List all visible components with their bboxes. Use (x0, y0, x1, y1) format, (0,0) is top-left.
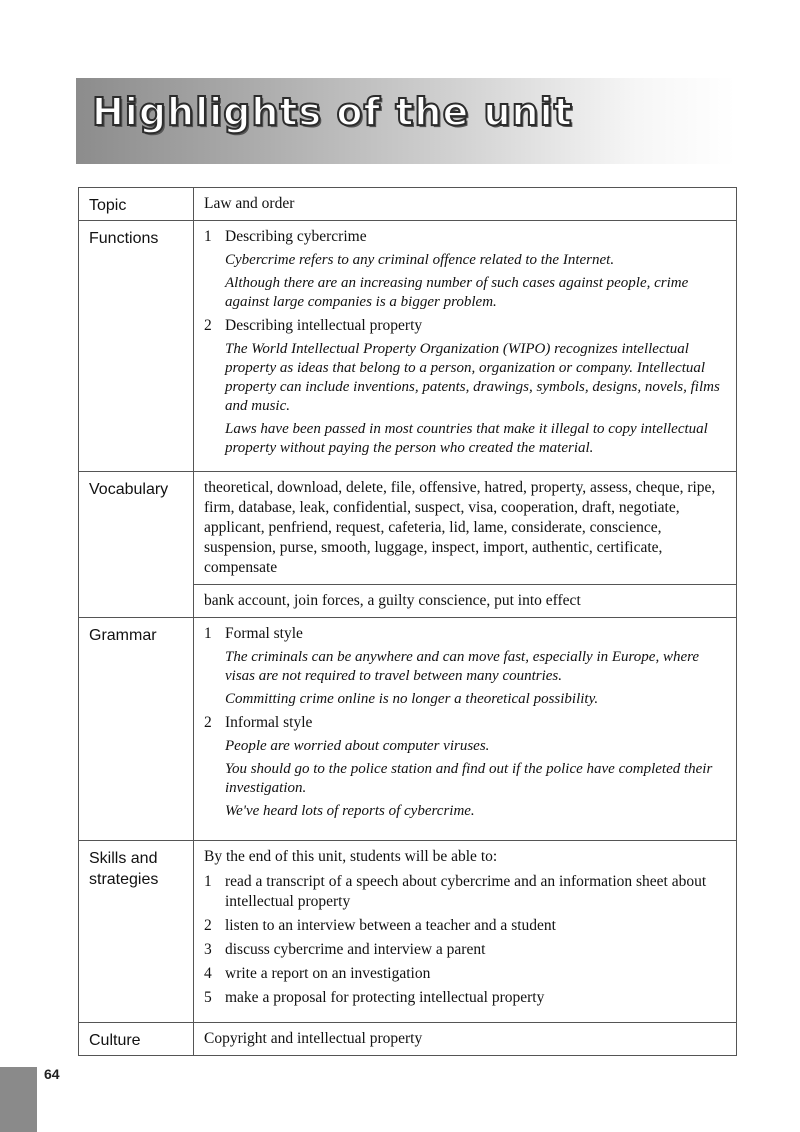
item-number: 1 (204, 873, 212, 890)
list-item (204, 872, 730, 912)
example-sentence: You should go to the police station and find out if the police have completed their investigation. (225, 761, 713, 796)
list-item (204, 624, 730, 644)
grammar-content (194, 618, 737, 841)
example-sentence: The criminals can be anywhere and can move fast, especially in Europe, where visas are not required to travel between many countries. (225, 649, 700, 684)
functions-content (194, 221, 737, 472)
row-label-functions: Functions (79, 221, 194, 472)
row-label-line: strategies (89, 871, 159, 888)
list-item (204, 916, 730, 936)
item-number: 2 (204, 917, 212, 934)
item-text: Formal style (225, 625, 303, 642)
item-number: 1 (204, 228, 212, 245)
table-row-functions (79, 221, 737, 472)
item-number: 4 (204, 965, 212, 982)
item-text: Describing cybercrime (225, 228, 367, 245)
skills-content (194, 841, 737, 1023)
item-number: 2 (204, 714, 212, 731)
example-sentence: People are worried about computer viruses. (225, 738, 490, 754)
row-label-line: Skills and (89, 850, 158, 867)
list-item (204, 964, 730, 984)
item-text: listen to an interview between a teacher and a student (225, 917, 556, 934)
list-item (204, 988, 730, 1008)
row-label-topic: Topic (79, 188, 194, 221)
skills-intro: By the end of this unit, students will be able to: (204, 848, 498, 865)
table-row-topic (79, 188, 737, 221)
item-text: Informal style (225, 714, 313, 731)
item-number: 3 (204, 941, 212, 958)
highlights-table (78, 187, 737, 1056)
item-number: 1 (204, 625, 212, 642)
row-label-skills (79, 841, 194, 1023)
page-edge-bar (0, 1067, 37, 1132)
table-row-culture (79, 1023, 737, 1056)
table-row-vocabulary (79, 472, 737, 585)
item-text: discuss cybercrime and interview a parent (225, 941, 486, 958)
row-label-grammar: Grammar (79, 618, 194, 841)
topic-text: Law and order (194, 188, 737, 221)
item-text: make a proposal for protecting intellectual property (225, 989, 545, 1006)
table-row-skills (79, 841, 737, 1023)
title-banner (76, 78, 736, 164)
culture-text: Copyright and intellectual property (194, 1023, 737, 1056)
example-sentence: The World Intellectual Property Organization (WIPO) recognizes intellectual property as ideas that belong to a person, organization or company. Intellectual property can include inventions, patents, drawings, symbols, designs, novels, films and music. (225, 341, 720, 414)
example-sentence: Committing crime online is no longer a theoretical possibility. (225, 691, 599, 707)
item-text: read a transcript of a speech about cybercrime and an information sheet about intellectual property (225, 873, 707, 910)
list-item (204, 227, 730, 247)
row-label-culture: Culture (79, 1023, 194, 1056)
item-number: 2 (204, 317, 212, 334)
list-item (204, 940, 730, 960)
list-item (204, 316, 730, 336)
page-number: 64 (44, 1066, 60, 1082)
example-sentence: Cybercrime refers to any criminal offence related to the Internet. (225, 252, 615, 268)
example-sentence: Laws have been passed in most countries that make it illegal to copy intellectual property without paying the person who created the material. (225, 421, 708, 456)
page-title: Highlights of the unit (92, 90, 573, 134)
vocabulary-phrases: bank account, join forces, a guilty conscience, put into effect (194, 585, 737, 618)
table-row-grammar (79, 618, 737, 841)
vocabulary-words (194, 472, 737, 585)
item-text: Describing intellectual property (225, 317, 423, 334)
item-number: 5 (204, 989, 212, 1006)
example-sentence: We've heard lots of reports of cybercrime. (225, 803, 475, 819)
vocabulary-word-list: theoretical, download, delete, file, offensive, hatred, property, assess, cheque, ripe, firm, database, leak, confidential, suspect, visa, cooperation, draft, negotiate, applicant, penfriend, request, cafeteria, lid, lame, considerate, conscience, suspension, purse, smooth, luggage, inspect, import, authentic, certificate, compensate (204, 479, 716, 576)
example-sentence: Although there are an increasing number of such cases against people, crime against large companies is a bigger problem. (225, 275, 689, 310)
item-text: write a report on an investigation (225, 965, 431, 982)
list-item (204, 713, 730, 733)
row-label-vocabulary: Vocabulary (79, 472, 194, 618)
